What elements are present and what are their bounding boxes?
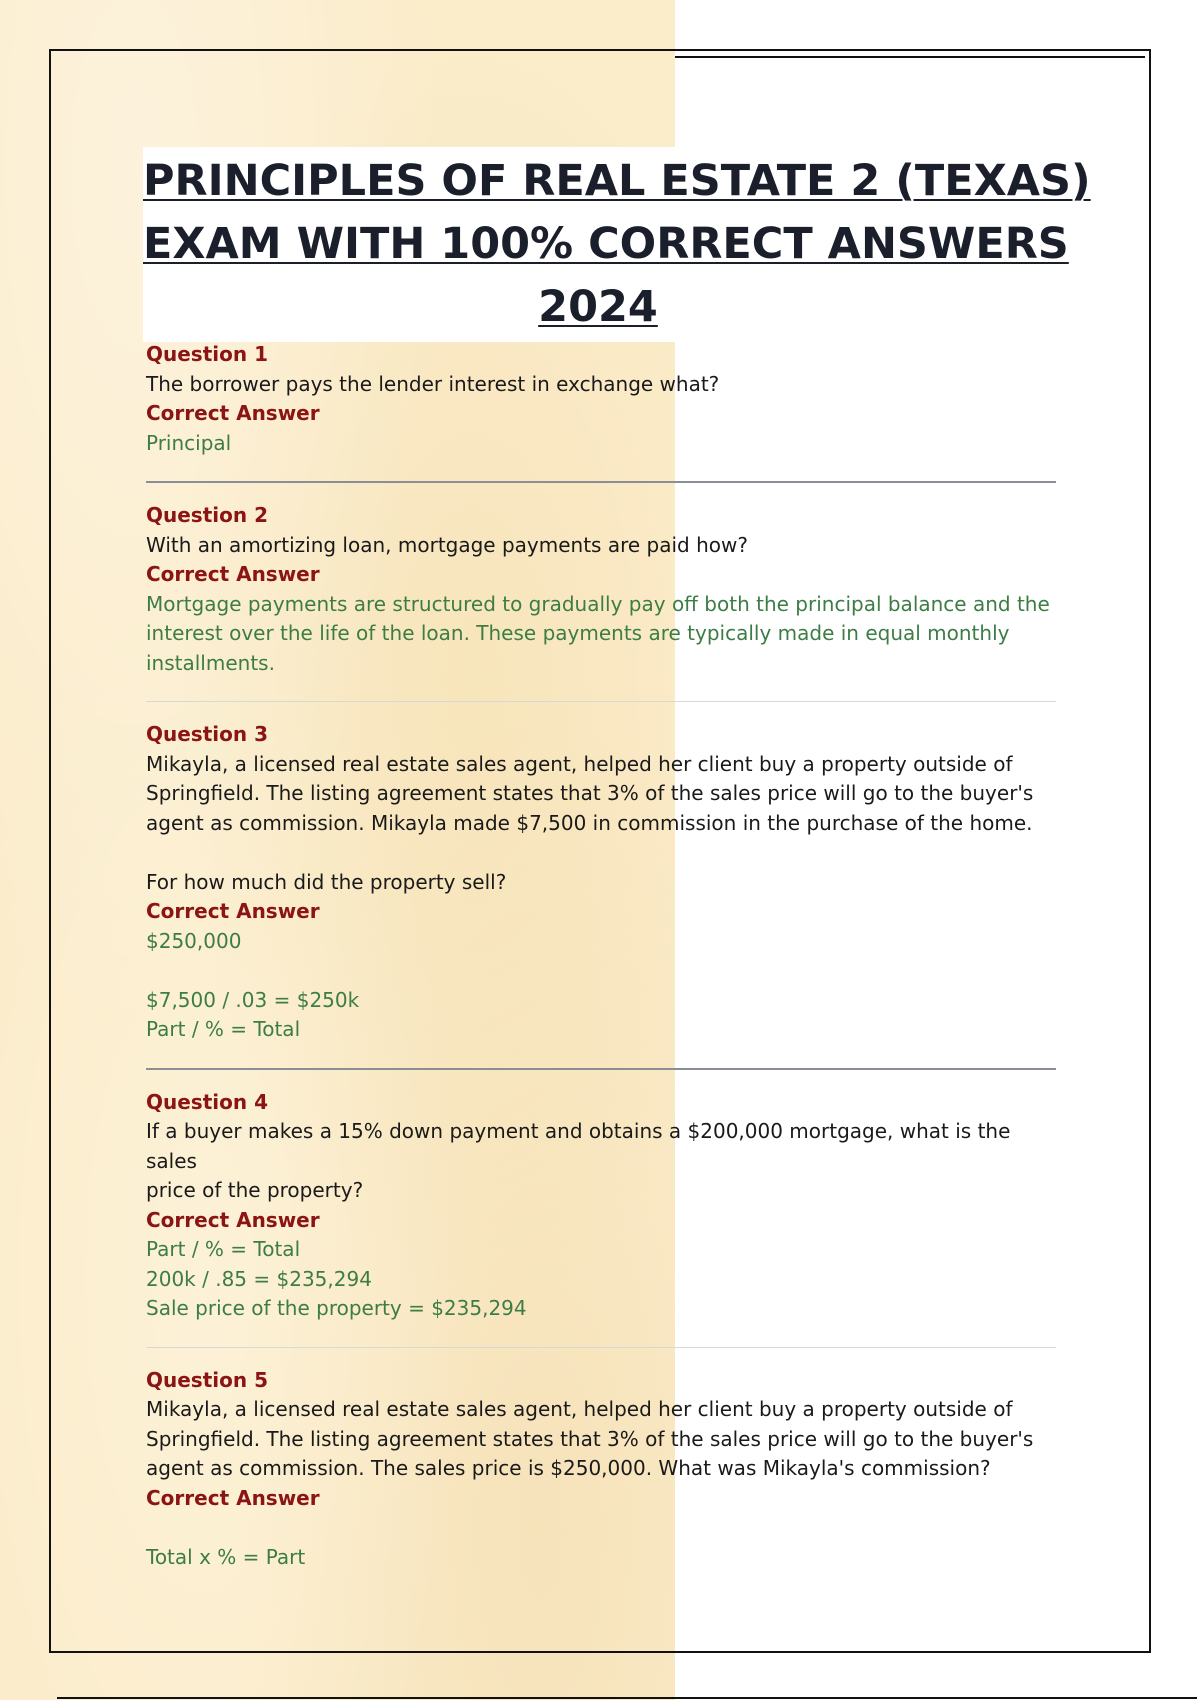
answer-text: Mortgage payments are structured to gradually pay off both the principal balance and the interest over the life of the loan. These payments are typically made in equal monthly installments.	[146, 591, 1050, 675]
page-border-inner-top	[675, 56, 1145, 58]
title-line-2: EXAM WITH 100% CORRECT ANSWERS	[143, 219, 1069, 269]
question-block-4	[146, 1070, 1056, 1348]
answer-text: Principal	[146, 430, 232, 455]
answer-text: Part / % = Total 200k / .85 = $235,294 Sale price of the property = $235,294	[146, 1237, 527, 1320]
page-bottom-rule	[57, 1697, 1197, 1699]
question-text: Mikayla, a licensed real estate sales agent, helped her client buy a property outside of Springfield. The listing agreement states that 3% of the sales price will go to the buyer's agent as commission. Mikayla made $7,500 in commission in the purchase of the home. For how much did the property sell?	[146, 751, 1034, 894]
answer-label: Correct Answer	[146, 401, 320, 425]
question-text: If a buyer makes a 15% down payment and obtains a $200,000 mortgage, what is the sales price of the property?	[146, 1119, 1011, 1202]
answer-label: Correct Answer	[146, 1207, 320, 1232]
answer-label: Correct Answer	[146, 562, 320, 586]
question-label: Question 4	[146, 1089, 268, 1114]
answer-label: Correct Answer	[146, 899, 320, 923]
answer-text: $250,000 $7,500 / .03 = $250k Part / % = Total	[146, 928, 360, 1041]
answer-text: Total x % = Part	[146, 1544, 306, 1569]
question-text: The borrower pays the lender interest in exchange what?	[146, 371, 720, 396]
question-label: Question 1	[146, 342, 268, 366]
question-block-2	[146, 483, 1056, 702]
question-label: Question 2	[146, 503, 268, 527]
answer-label: Correct Answer	[146, 1485, 320, 1510]
title-line-3: 2024	[538, 282, 658, 332]
question-list	[146, 340, 1056, 1595]
title-line-1: PRINCIPLES OF REAL ESTATE 2 (TEXAS)	[143, 156, 1091, 206]
question-block-5	[146, 1348, 1056, 1596]
question-block-3	[146, 702, 1056, 1070]
document-title	[143, 150, 1091, 339]
question-block-1	[146, 340, 1056, 483]
question-label: Question 3	[146, 722, 268, 746]
question-text: Mikayla, a licensed real estate sales agent, helped her client buy a property outside of Springfield. The listing agreement states that 3% of the sales price will go to the buyer's agent as commission. The sales price is $250,000. What was Mikayla's commission?	[146, 1397, 1034, 1480]
question-label: Question 5	[146, 1367, 268, 1392]
question-text: With an amortizing loan, mortgage payments are paid how?	[146, 532, 748, 557]
